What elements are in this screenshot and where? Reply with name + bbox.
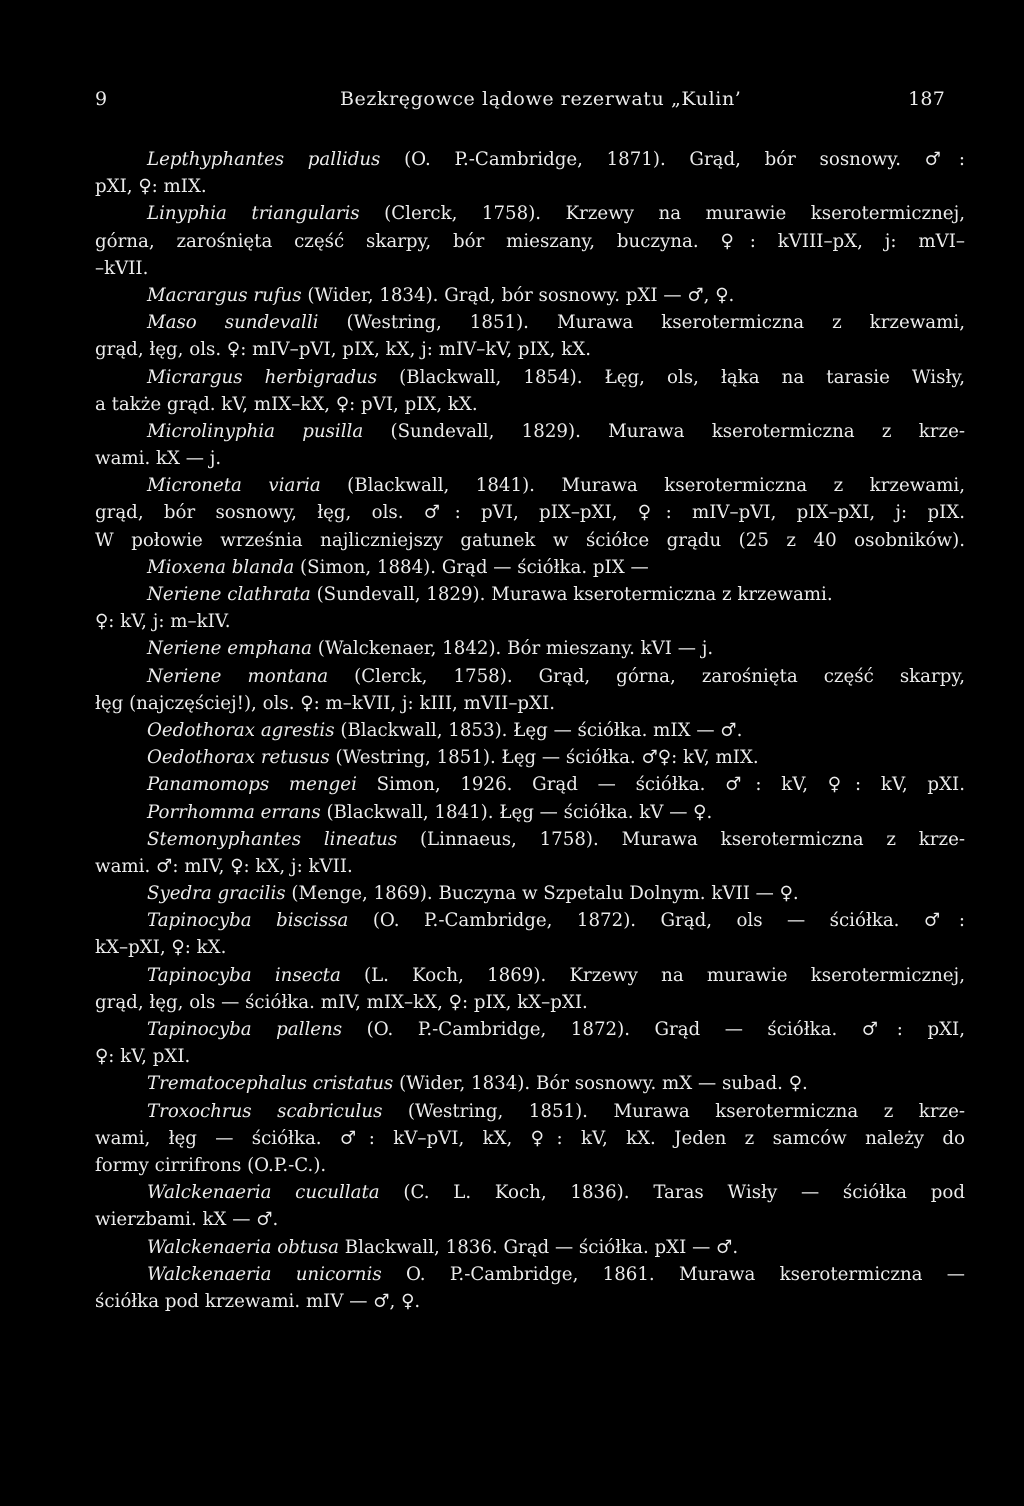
line-text: (Westring, 1851). Murawa kserotermiczna z krzewami, xyxy=(318,312,965,334)
text-line xyxy=(95,1261,965,1288)
text-line xyxy=(95,1070,965,1097)
line-text: (Walckenaer, 1842). Bór mieszany. kVI — j. xyxy=(311,638,714,660)
line-text: grąd, bór sosnowy, łęg, ols. ♂: pVI, pIX–pXI, ♀: mIV–pVI, pIX–pXI, j: pIX. xyxy=(95,502,965,524)
species-name: Panamomops mengei xyxy=(147,774,357,796)
line-text: (O. P.-Cambridge, 1871). Grąd, bór sosnowy. ♂: xyxy=(380,149,965,170)
text-line xyxy=(95,880,965,907)
species-name: Stemonyphantes lineatus xyxy=(147,828,398,850)
text-line xyxy=(95,771,965,798)
line-text: wierzbami. kX — ♂. xyxy=(95,1209,279,1231)
line-text: (Clerck, 1758). Grąd, górna, zarośnięta część skarpy, xyxy=(328,665,965,687)
line-text: ♀: kV, pXI. xyxy=(95,1046,191,1068)
species-name: Macrargus rufus xyxy=(147,284,302,306)
line-text: O. P.-Cambridge, 1861. Murawa kserotermiczna — xyxy=(381,1263,965,1285)
text-line xyxy=(95,527,965,554)
text-line xyxy=(95,255,965,282)
line-text: grąd, łęg, ols — ściółka. mIV, mIX–kX, ♀: pIX, kX–pXI. xyxy=(95,991,588,1013)
text-line xyxy=(95,799,965,826)
species-name: Oedothorax agrestis xyxy=(147,719,335,741)
line-text: (Blackwall, 1841). Murawa kserotermiczna z krzewami, xyxy=(320,475,965,497)
text-line xyxy=(95,391,965,418)
line-text: kX–pXI, ♀: kX. xyxy=(95,937,227,959)
text-line xyxy=(95,1152,965,1179)
text-line xyxy=(95,1043,965,1070)
text-line xyxy=(95,717,965,744)
text-line xyxy=(95,663,965,690)
page-number-right: 187 xyxy=(908,88,945,110)
line-text: (Sundevall, 1829). Murawa kserotermiczna z krze- xyxy=(363,420,965,442)
species-name: Lepthyphantes pallidus xyxy=(147,149,381,170)
text-line xyxy=(95,1125,965,1152)
line-text: łęg (najczęściej!), ols. ♀: m–kVII, j: kIII, mVII–pXI. xyxy=(95,692,555,714)
species-name: Neriene emphana xyxy=(147,638,312,660)
text-line xyxy=(95,853,965,880)
text-line xyxy=(95,962,965,989)
species-name: Porrhomma errans xyxy=(147,801,321,823)
line-text: (O. P.-Cambridge, 1872). Grąd — ściółka. ♂: pXI, xyxy=(342,1019,965,1040)
line-text: formy cirrifrons (O.P.-C.). xyxy=(95,1154,327,1176)
text-line xyxy=(95,472,965,499)
line-text: (C. L. Koch, 1836). Taras Wisły — ściółka pod xyxy=(379,1182,965,1204)
text-line xyxy=(95,282,965,309)
species-name: Tapinocyba pallens xyxy=(147,1019,343,1040)
text-line xyxy=(95,200,965,227)
text-line xyxy=(95,1098,965,1125)
text-line xyxy=(95,336,965,363)
line-text: pXI, ♀: mIX. xyxy=(95,176,207,198)
line-text: (Wider, 1834). Bór sosnowy. mX — subad. ♀. xyxy=(393,1073,808,1095)
species-name: Oedothorax retusus xyxy=(147,747,330,769)
line-text: a także grąd. kV, mIX–kX, ♀: pVI, pIX, kX. xyxy=(95,393,478,415)
species-name: Microneta viaria xyxy=(147,475,321,497)
text-line xyxy=(95,826,965,853)
text-line xyxy=(95,309,965,336)
line-text: W połowie września najliczniejszy gatunek w ściółce grądu (25 z 40 osobników). xyxy=(95,529,965,551)
line-text: (L. Koch, 1869). Krzewy na murawie kserotermicznej, xyxy=(340,964,965,986)
running-title: Bezkręgowce lądowe rezerwatu „Kulin’ xyxy=(340,88,742,110)
line-text: (Blackwall, 1841). Łęg — ściółka. kV — ♀. xyxy=(320,801,713,823)
text-line xyxy=(95,635,965,662)
species-name: Neriene clathrata xyxy=(147,584,311,605)
line-text: wami. ♂: mIV, ♀: kX, j: kVII. xyxy=(95,855,353,877)
text-line xyxy=(95,364,965,391)
species-name: Maso sundevalli xyxy=(147,312,319,334)
line-text: (Blackwall, 1853). Łęg — ściółka. mIX — ♂. xyxy=(334,719,743,741)
line-text: (Sundevall, 1829). Murawa kserotermiczna z krzewami. xyxy=(310,584,833,605)
line-text: (Simon, 1884). Grąd — ściółka. pIX — xyxy=(294,556,649,578)
text-line xyxy=(95,907,965,934)
text-line xyxy=(95,608,965,635)
line-text: Simon, 1926. Grąd — ściółka. ♂: kV, ♀: kV, pXI. xyxy=(356,774,965,796)
species-name: Tapinocyba biscissa xyxy=(147,910,349,932)
text-line xyxy=(95,581,965,608)
species-name: Walckenaeria obtusa xyxy=(147,1236,339,1258)
text-line xyxy=(95,1206,965,1233)
text-line xyxy=(95,554,965,581)
text-line xyxy=(95,1016,965,1043)
line-text: wami. kX — j. xyxy=(95,448,222,470)
species-name: Troxochrus scabriculus xyxy=(147,1100,383,1122)
line-text: (Westring, 1851). Murawa kserotermiczna z krze- xyxy=(382,1100,965,1122)
species-name: Neriene montana xyxy=(147,665,329,687)
species-name: Microlinyphia pusilla xyxy=(147,420,364,442)
line-text: górna, zarośnięta część skarpy, bór mieszany, buczyna. ♀: kVIII–pX, j: mVI– xyxy=(95,230,965,252)
line-text: ściółka pod krzewami. mIV — ♂, ♀. xyxy=(95,1290,421,1312)
text-line xyxy=(95,173,965,200)
line-text: (Menge, 1869). Buczyna w Szpetalu Dolnym. kVII — ♀. xyxy=(285,883,799,905)
page-number-left: 9 xyxy=(95,88,108,110)
text-line xyxy=(95,989,965,1016)
text-line xyxy=(95,499,965,526)
line-text: ♀: kV, j: m–kIV. xyxy=(95,611,231,633)
species-name: Walckenaeria unicornis xyxy=(147,1263,382,1285)
line-text: (Wider, 1834). Grąd, bór sosnowy. pXI — ♂, ♀. xyxy=(301,284,735,306)
text-line xyxy=(95,1234,965,1261)
page-header xyxy=(95,88,945,118)
line-text: (Linnaeus, 1758). Murawa kserotermiczna z krze- xyxy=(397,828,965,850)
species-name: Mioxena blanda xyxy=(147,556,295,578)
line-text: Blackwall, 1836. Grąd — ściółka. pXI — ♂. xyxy=(339,1236,739,1258)
species-name: Linyphia triangularis xyxy=(147,203,360,225)
text-line xyxy=(95,934,965,961)
line-text: (Westring, 1851). Łęg — ściółka. ♂♀: kV, mIX. xyxy=(329,747,759,769)
line-text: (O. P.-Cambridge, 1872). Grąd, ols — ściółka. ♂: xyxy=(348,910,965,932)
species-name: Syedra gracilis xyxy=(147,883,286,905)
text-line xyxy=(95,1179,965,1206)
line-text: –kVII. xyxy=(95,257,149,279)
species-name: Trematocephalus cristatus xyxy=(147,1073,394,1095)
text-line xyxy=(95,744,965,771)
text-line xyxy=(95,228,965,255)
text-line xyxy=(95,690,965,717)
species-name: Walckenaeria cucullata xyxy=(147,1182,380,1204)
line-text: grąd, łęg, ols. ♀: mIV–pVI, pIX, kX, j: mIV–kV, pIX, kX. xyxy=(95,339,591,361)
species-list xyxy=(95,146,965,1315)
text-line xyxy=(95,445,965,472)
species-name: Micrargus herbigradus xyxy=(147,366,378,388)
line-text: wami, łęg — ściółka. ♂: kV–pVI, kX, ♀: kV, kX. Jeden z samców należy do xyxy=(95,1127,965,1149)
line-text: (Clerck, 1758). Krzewy na murawie kserotermicznej, xyxy=(359,203,965,225)
text-line xyxy=(95,146,965,173)
line-text: (Blackwall, 1854). Łęg, ols, łąka na tarasie Wisły, xyxy=(377,366,965,388)
text-line xyxy=(95,1288,965,1315)
text-line xyxy=(95,418,965,445)
species-name: Tapinocyba insecta xyxy=(147,964,341,986)
